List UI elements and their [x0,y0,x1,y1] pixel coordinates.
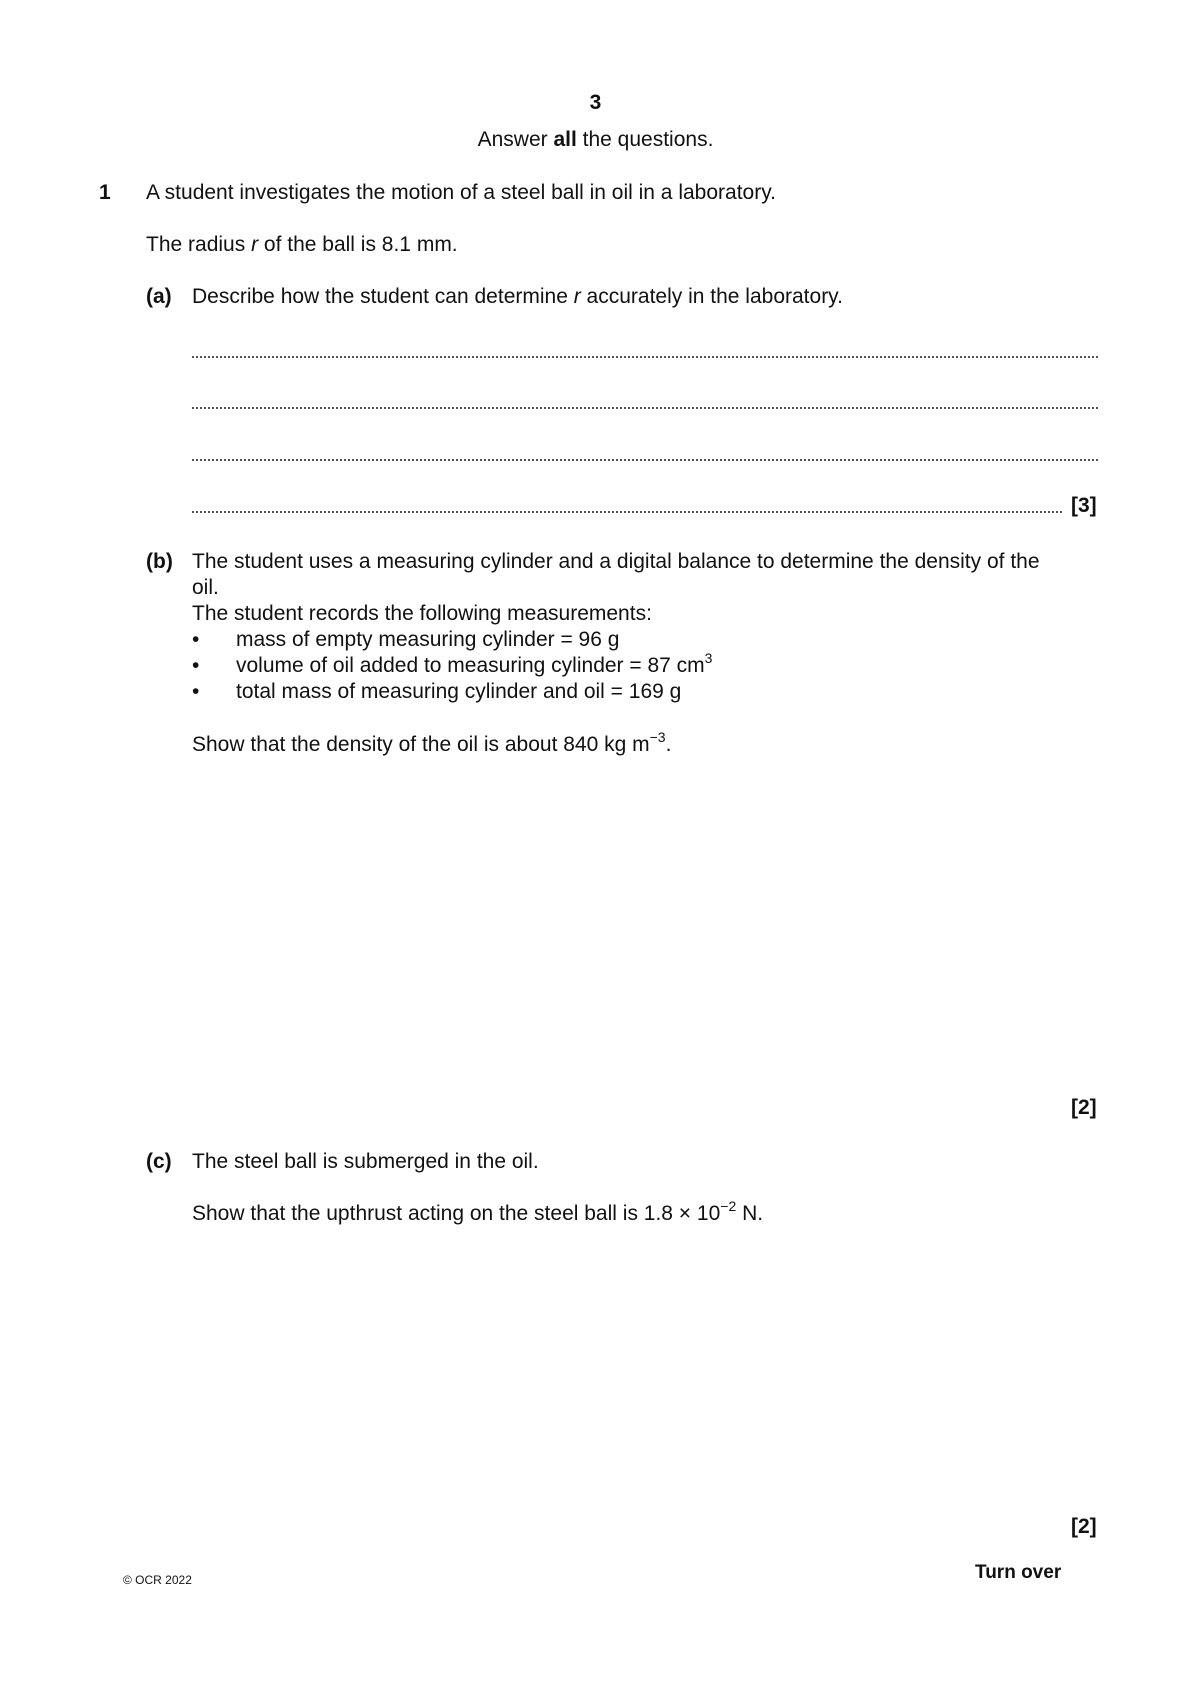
part-b-label: (b) [146,550,173,573]
part-b-line-3: The student records the following measurements: [192,602,652,625]
measurement-item [236,650,713,679]
part-c-show-that [192,1198,764,1227]
part-c-line-1: The steel ball is submerged in the oil. [192,1150,539,1173]
bullet-symbol: • [192,654,200,677]
part-a-pre: Describe how the student can determine [192,285,574,308]
part-a-label: (a) [146,285,172,308]
answer-line-3[interactable] [192,459,1098,461]
radius-variable: r [251,233,259,256]
answer-line-2[interactable] [192,407,1098,409]
radius-post: of the ball is 8.1 mm. [258,233,458,256]
radius-pre: The radius [146,233,252,256]
part-b-line-2: oil. [192,576,219,599]
part-b-show-sup: −3 [649,729,666,745]
part-b-show-post: . [665,733,672,756]
answer-line-1[interactable] [192,356,1098,358]
part-c-marks: [2] [1071,1515,1097,1538]
part-b-line-1: The student uses a measuring cylinder and a digital balance to determine the density of the [192,550,1040,573]
copyright: © OCR 2022 [123,1573,192,1587]
instruction-post: the questions. [576,128,714,151]
part-b-show-that [192,729,672,758]
part-c-show-pre: Show that the upthrust acting on the steel ball is 1.8 × 10 [192,1202,721,1225]
part-b-working-space[interactable] [192,780,1098,1080]
part-c-show-post: N. [736,1202,764,1225]
instruction-pre: Answer [477,128,554,151]
part-c-show-sup: −2 [720,1198,737,1214]
part-a-variable: r [573,285,581,308]
measurement-item [236,627,619,653]
measurement-item [236,679,681,705]
answer-line-4[interactable] [192,511,1062,513]
part-c-label: (c) [146,1150,172,1173]
bullet-symbol: • [192,628,200,651]
measurement-text: total mass of measuring cylinder and oil = 169 g [236,680,682,703]
measurement-text: mass of empty measuring cylinder = 96 g [236,628,620,651]
instruction-bold: all [553,128,577,151]
instructions [0,127,1191,153]
radius-statement [146,232,458,258]
part-b-show-pre: Show that the density of the oil is about 840 kg m [192,733,650,756]
turn-over: Turn over [975,1562,1062,1583]
part-a-post: accurately in the laboratory. [580,285,843,308]
page-number: 3 [589,91,602,114]
bullet-symbol: • [192,680,200,703]
part-a-marks: [3] [1071,494,1097,517]
part-c-working-space[interactable] [192,1250,1098,1500]
question-intro: A student investigates the motion of a steel ball in oil in a laboratory. [146,181,776,204]
measurement-text: volume of oil added to measuring cylinder = 87 cm [236,654,705,677]
part-a-question [192,284,843,310]
part-b-marks: [2] [1071,1096,1097,1119]
question-number: 1 [99,181,111,204]
measurement-sup: 3 [704,650,713,666]
